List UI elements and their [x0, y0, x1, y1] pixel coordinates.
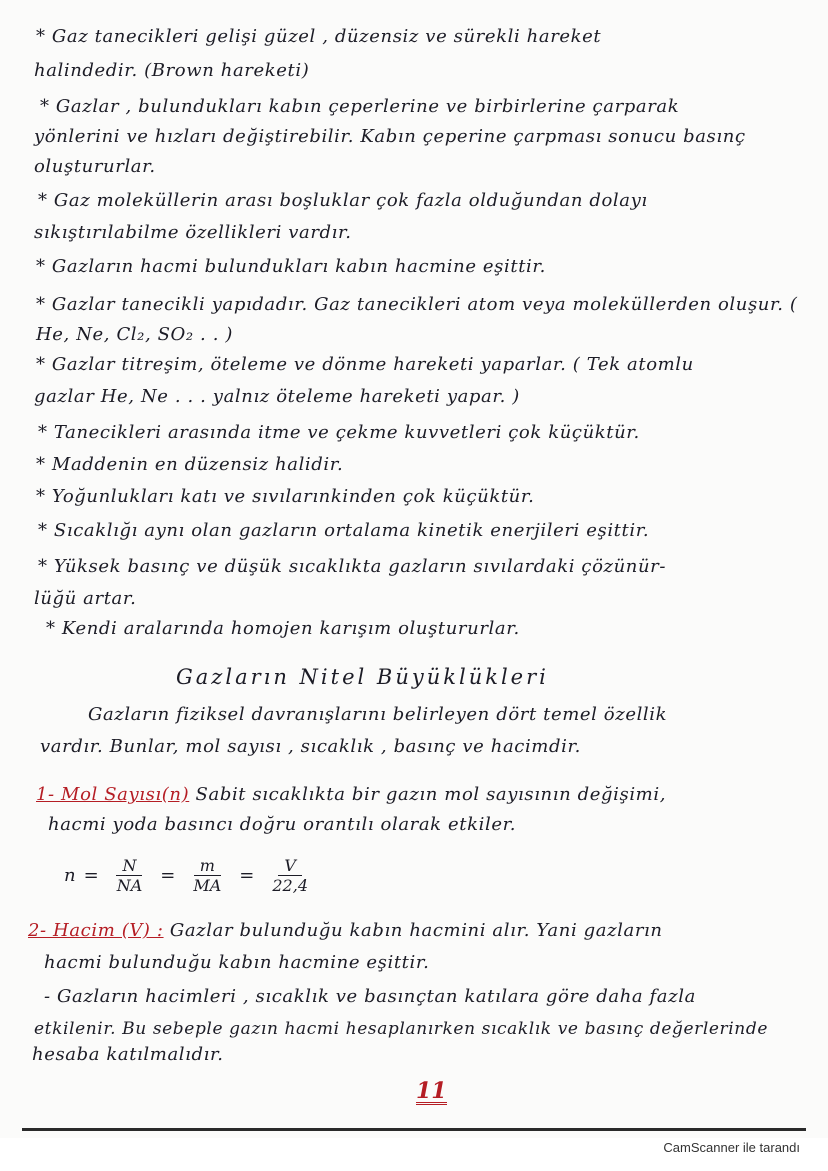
formula-eq: =	[160, 864, 176, 886]
mol-number-label: 1- Mol Sayısı(n)	[36, 784, 190, 805]
note-line: gazlar He, Ne . . . yalnız öteleme hareketi yapar. )	[34, 386, 520, 407]
fraction-numerator: N	[116, 856, 142, 876]
formula-eq: =	[83, 864, 99, 886]
note-line: sıkıştırılabilme özellikleri vardır.	[34, 222, 352, 243]
note-line: * Gazların hacmi bulundukları kabın hacmine eşittir.	[36, 256, 546, 277]
mol-formula	[60, 852, 322, 898]
volume-line-2: hacmi bulunduğu kabın hacmine eşittir.	[44, 952, 430, 973]
note-line: * Maddenin en düzensiz halidir.	[36, 454, 344, 475]
note-line: halindedir. (Brown hareketi)	[34, 60, 310, 81]
fraction-denominator: 22,4	[272, 875, 308, 895]
intro-line: vardır. Bunlar, mol sayısı , sıcaklık , basınç ve hacimdir.	[40, 736, 582, 757]
volume-label: 2- Hacim (V) :	[28, 920, 164, 941]
volume-line-4: etkilenir. Bu sebeple gazın hacmi hesaplanırken sıcaklık ve basınç değerlerinde	[34, 1019, 768, 1039]
note-line: * Gaz tanecikleri gelişi güzel , düzensiz ve sürekli hareket	[36, 26, 602, 47]
fraction-mass	[187, 856, 227, 895]
volume-line-3: - Gazların hacimleri , sıcaklık ve basınçtan katılara göre daha fazla	[44, 986, 696, 1007]
note-line: * Gazlar , bulundukları kabın çeperlerine ve birbirlerine çarparak	[40, 96, 680, 117]
note-line: * Gazlar titreşim, öteleme ve dönme hareketi yaparlar. ( Tek atomlu	[36, 354, 694, 375]
note-line: * Gazlar tanecikli yapıdadır. Gaz tanecikleri atom veya moleküllerden oluşur. ( He, Ne, Cl₂, SO₂ . . )	[36, 294, 798, 345]
page-bottom-rule	[22, 1128, 806, 1131]
formula-lhs: n	[64, 864, 76, 886]
note-line: * Gaz moleküllerin arası boşluklar çok fazla olduğundan dolayı	[38, 190, 648, 211]
intro-line: Gazların fiziksel davranışlarını belirleyen dört temel özellik	[88, 704, 668, 725]
fraction-volume	[266, 856, 314, 895]
note-line: lüğü artar.	[34, 588, 137, 609]
volume-line-5: hesaba katılmalıdır.	[32, 1044, 224, 1065]
note-line: * Yüksek basınç ve düşük sıcaklıkta gazların sıvılardaki çözünür-	[38, 556, 667, 577]
note-line: * Sıcaklığı aynı olan gazların ortalama kinetik enerjileri eşittir.	[38, 520, 650, 541]
mol-number-line	[36, 784, 666, 806]
scanner-watermark: CamScanner ile tarandı	[663, 1140, 800, 1155]
fraction-numerator: m	[194, 856, 221, 876]
note-line: * Kendi aralarında homojen karışım oluştururlar.	[46, 618, 520, 639]
mol-number-text: Sabit sıcaklıkta bir gazın mol sayısının değişimi,	[189, 784, 667, 805]
note-line: * Tanecikleri arasında itme ve çekme kuvvetleri çok küçüktür.	[38, 422, 640, 443]
fraction-denominator: MA	[193, 875, 222, 895]
fraction-denominator: NA	[116, 875, 143, 895]
mol-number-line-2: hacmi yoda basıncı doğru orantılı olarak etkiler.	[48, 814, 517, 835]
volume-line	[28, 920, 663, 942]
section-heading: Gazların Nitel Büyüklükleri	[176, 665, 549, 689]
volume-text: Gazlar bulunduğu kabın hacmini alır. Yani gazların	[163, 920, 663, 941]
page-number: 11	[416, 1078, 447, 1104]
note-line: oluştururlar.	[34, 156, 156, 177]
fraction-numerator: V	[278, 856, 302, 876]
formula-eq: =	[239, 864, 255, 886]
note-line: yönlerini ve hızları değiştirebilir. Kabın çeperine çarpması sonucu basınç	[34, 126, 746, 147]
fraction-particles	[111, 856, 149, 895]
note-line: * Yoğunlukları katı ve sıvılarınkinden çok küçüktür.	[36, 486, 535, 507]
